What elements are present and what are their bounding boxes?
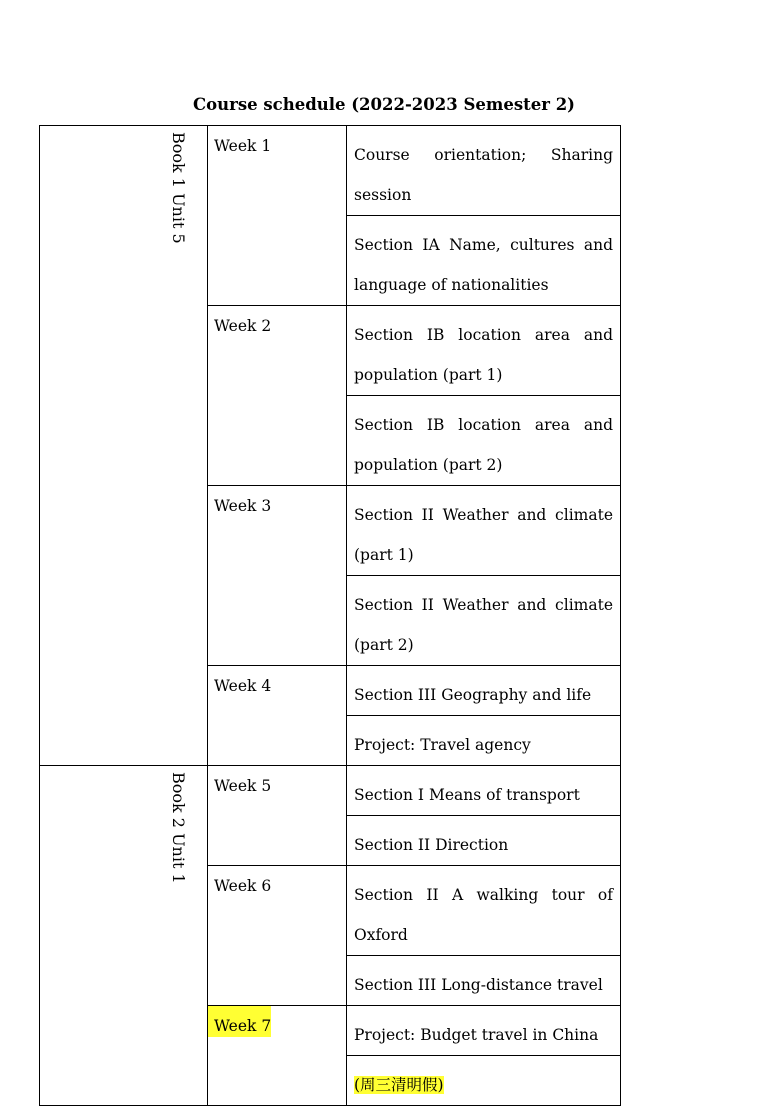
- page-title: Course schedule (2022-2023 Semester 2): [193, 95, 575, 114]
- topic-text: Project: Travel agency: [354, 736, 531, 754]
- week-cell: [208, 1006, 347, 1106]
- topic-text: Section III Long-distance travel: [354, 976, 603, 994]
- topic-note: [347, 1056, 620, 1105]
- table-row: [40, 126, 621, 216]
- topic-text: Course orientation; Sharing session: [354, 146, 613, 204]
- topic-cell: [347, 866, 621, 956]
- week-cell: [208, 126, 347, 306]
- week-cell: [208, 666, 347, 766]
- unit-label: Book 2 Unit 1: [169, 772, 188, 884]
- topic-text: Section II Direction: [354, 836, 509, 854]
- topic-cell: [347, 306, 621, 396]
- unit-cell: [40, 766, 208, 1106]
- table-row: [40, 766, 621, 816]
- week-label: Week 7: [208, 1006, 271, 1037]
- topic-cell: [347, 486, 621, 576]
- topic-cell: [347, 126, 621, 216]
- topic-cell: [347, 816, 621, 866]
- topic-cell: [347, 216, 621, 306]
- week-label: Week 4: [214, 677, 272, 695]
- topic-cell: [347, 576, 621, 666]
- week-label: Week 1: [214, 137, 272, 155]
- topic-text: Section I Means of transport: [354, 786, 580, 804]
- topic-text: Section IB location area and population (part 2): [354, 416, 613, 474]
- topic-text: Section II A walking tour of Oxford: [354, 886, 613, 944]
- week-label: Week 3: [214, 497, 272, 515]
- topic-text: Section IA Name, cultures and language of nationalities: [354, 236, 613, 294]
- topic-cell: [347, 1006, 621, 1056]
- week-cell: [208, 866, 347, 1006]
- topic-text: Section III Geography and life: [354, 686, 592, 704]
- topic-cell: [347, 396, 621, 486]
- topic-text: Project: Budget travel in China: [354, 1026, 599, 1044]
- holiday-note: (周三清明假): [354, 1076, 444, 1094]
- topic-cell: [347, 666, 621, 716]
- topic-text: Section II Weather and climate (part 2): [354, 596, 613, 654]
- week-cell: [208, 306, 347, 486]
- topic-cell: [347, 956, 621, 1006]
- week-label: Week 2: [214, 317, 272, 335]
- unit-label: Book 1 Unit 5: [169, 132, 188, 244]
- week-cell: [208, 486, 347, 666]
- topic-text: Section II Weather and climate (part 1): [354, 506, 613, 564]
- week-label: Week 5: [214, 777, 272, 795]
- week-label: Week 6: [214, 877, 272, 895]
- topic-cell: [347, 766, 621, 816]
- topic-cell: [347, 1056, 621, 1106]
- unit-cell: [40, 126, 208, 766]
- course-schedule-table: [39, 125, 621, 1106]
- topic-text: Section IB location area and population (part 1): [354, 326, 613, 384]
- topic-cell: [347, 716, 621, 766]
- week-cell: [208, 766, 347, 866]
